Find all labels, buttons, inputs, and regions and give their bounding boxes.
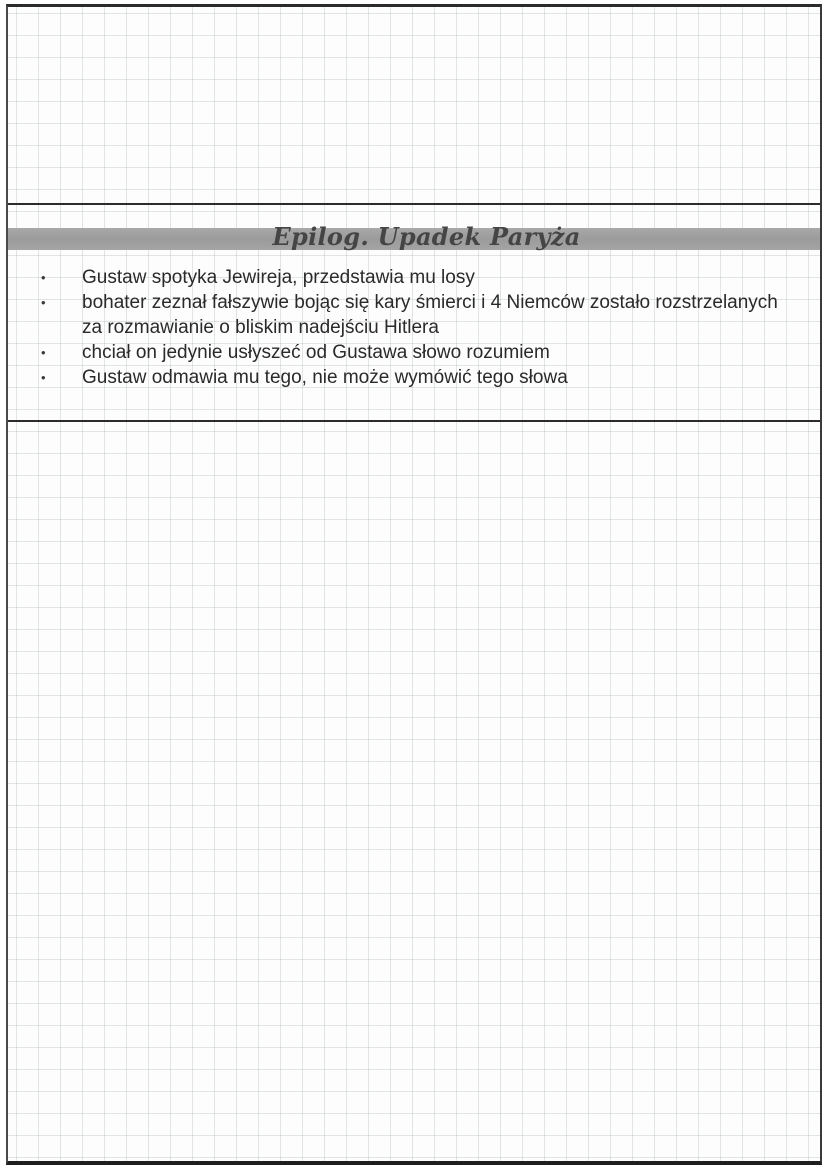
list-item-text: chciał on jedynie usłyszeć od Gustawa słowo rozumiem [82, 342, 550, 363]
bullet-marker: • [41, 295, 46, 310]
list-item [8, 265, 820, 290]
bullet-marker: • [41, 270, 46, 285]
top-divider-line [8, 203, 820, 205]
list-item [8, 290, 820, 340]
list-item-text: Gustaw odmawia mu tego, nie może wymówić tego słowa [82, 367, 568, 388]
bottom-divider-line [8, 420, 820, 422]
bullet-list [8, 265, 820, 390]
list-item-text: Gustaw spotyka Jewireja, przedstawia mu losy [82, 267, 475, 288]
bullet-marker: • [41, 370, 46, 385]
bullet-marker: • [41, 345, 46, 360]
list-item-text: bohater zeznał fałszywie bojąc się kary śmierci i 4 Niemców zostało rozstrzelanych za rozmawianie o bliskim nadejściu Hitlera [82, 292, 778, 338]
list-item [8, 340, 820, 365]
list-item [8, 365, 820, 390]
section-title: Epilog. Upadek Paryża [272, 222, 581, 251]
notebook-page [6, 4, 822, 1165]
